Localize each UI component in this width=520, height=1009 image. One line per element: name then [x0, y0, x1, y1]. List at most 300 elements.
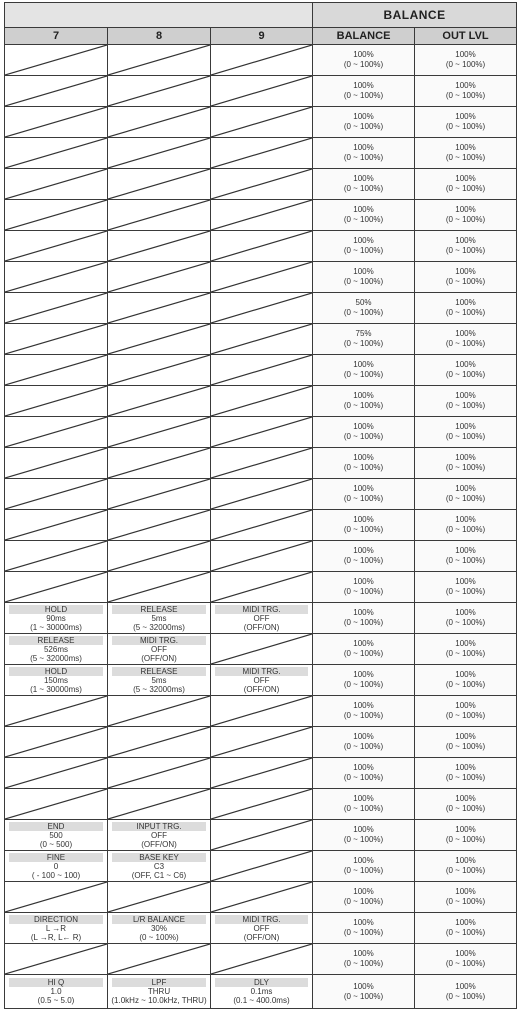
unused-cell-c7 — [5, 107, 108, 138]
unused-cell-c9 — [211, 510, 313, 541]
diagonal-slash — [5, 293, 107, 323]
diagonal-line — [5, 107, 107, 137]
range-text: (0 ~ 100%) — [445, 711, 486, 720]
unused-cell-c9 — [211, 76, 313, 107]
out-lvl-value-cell — [415, 169, 517, 200]
range-text: (0 ~ 100%) — [445, 556, 486, 565]
diagonal-slash — [5, 448, 107, 478]
diagonal-slash — [108, 200, 210, 230]
range-text: (0 ~ 100%) — [343, 928, 384, 937]
diagonal-line — [5, 789, 107, 819]
range-text: (0 ~ 100%) — [343, 959, 384, 968]
diagonal-slash — [211, 262, 312, 292]
range-text: (0 ~ 100%) — [343, 773, 384, 782]
param-name: RELEASE — [112, 605, 206, 614]
diagonal-slash — [108, 45, 210, 75]
param-cell-c8 — [108, 820, 211, 851]
range-text: (0 ~ 100%) — [343, 711, 384, 720]
unused-cell-c8 — [108, 882, 211, 913]
diagonal-slash — [211, 417, 312, 447]
param-range: (0 ~ 500) — [39, 839, 73, 849]
param-range: (1 ~ 30000ms) — [30, 622, 82, 632]
range-text: (0 ~ 100%) — [445, 184, 486, 193]
unused-cell-c9 — [211, 355, 313, 386]
unused-cell-c9 — [211, 541, 313, 572]
diagonal-slash — [211, 510, 312, 540]
range-text: (0 ~ 100%) — [343, 618, 384, 627]
out-lvl-value-cell — [415, 510, 517, 541]
balance-value-cell — [313, 572, 415, 603]
range-text: (0 ~ 100%) — [445, 308, 486, 317]
unused-cell-c8 — [108, 510, 211, 541]
balance-value-cell — [313, 107, 415, 138]
diagonal-line — [5, 417, 107, 447]
value-text: 100% — [455, 732, 476, 741]
value-text: 100% — [353, 112, 374, 121]
diagonal-slash — [211, 541, 312, 571]
param-cell-c7 — [5, 665, 108, 696]
balance-value-cell — [313, 200, 415, 231]
unused-cell-c9 — [211, 448, 313, 479]
unused-cell-c9 — [211, 324, 313, 355]
table-row — [5, 417, 517, 448]
diagonal-line — [5, 541, 107, 571]
param-range: ( - 100 ~ 100) — [31, 870, 81, 880]
balance-value-cell — [313, 882, 415, 913]
range-text: (0 ~ 100%) — [445, 742, 486, 751]
range-text: (0 ~ 100%) — [445, 804, 486, 813]
diagonal-slash — [211, 634, 312, 664]
diagonal-line — [5, 355, 107, 385]
param-range: (L →R, L← R) — [30, 932, 82, 942]
balance-value-cell — [313, 789, 415, 820]
balance-value-cell — [313, 851, 415, 882]
param-value: 0 — [53, 861, 59, 871]
diagonal-slash — [211, 696, 312, 726]
unused-cell-c8 — [108, 231, 211, 262]
unused-cell-c9 — [211, 169, 313, 200]
param-value: C3 — [153, 861, 165, 871]
unused-cell-c7 — [5, 324, 108, 355]
diagonal-line — [211, 789, 312, 819]
range-text: (0 ~ 100%) — [445, 928, 486, 937]
unused-cell-c7 — [5, 169, 108, 200]
unused-cell-c7 — [5, 293, 108, 324]
out-lvl-value-cell — [415, 696, 517, 727]
range-text: (0 ~ 100%) — [445, 649, 486, 658]
param-value: OFF — [151, 830, 167, 840]
diagonal-slash — [211, 200, 312, 230]
table-row — [5, 944, 517, 975]
value-text: 100% — [455, 949, 476, 958]
diagonal-slash — [108, 541, 210, 571]
out-lvl-value-cell — [415, 479, 517, 510]
balance-value-cell — [313, 944, 415, 975]
unused-cell-c8 — [108, 386, 211, 417]
table-row — [5, 727, 517, 758]
param-cell-c7 — [5, 603, 108, 634]
table-row — [5, 665, 517, 696]
unused-cell-c9 — [211, 758, 313, 789]
param-name: HI Q — [9, 978, 103, 987]
diagonal-line — [108, 231, 210, 261]
range-text: (0 ~ 100%) — [343, 308, 384, 317]
balance-value-cell — [313, 665, 415, 696]
unused-cell-c9 — [211, 634, 313, 665]
param-range: (5 ~ 32000ms) — [133, 622, 185, 632]
unused-cell-c8 — [108, 448, 211, 479]
unused-cell-c9 — [211, 479, 313, 510]
diagonal-line — [5, 324, 107, 354]
diagonal-line — [108, 479, 210, 509]
value-text: 50% — [355, 298, 372, 307]
diagonal-line — [108, 758, 210, 788]
diagonal-line — [211, 820, 312, 850]
value-text: 100% — [455, 360, 476, 369]
balance-value-cell — [313, 820, 415, 851]
diagonal-slash — [108, 696, 210, 726]
range-text: (0 ~ 100%) — [343, 153, 384, 162]
unused-cell-c7 — [5, 727, 108, 758]
range-text: (0 ~ 100%) — [445, 525, 486, 534]
diagonal-slash — [5, 572, 107, 602]
diagonal-line — [211, 851, 312, 881]
range-text: (0 ~ 100%) — [445, 277, 486, 286]
unused-cell-c9 — [211, 138, 313, 169]
diagonal-slash — [211, 169, 312, 199]
diagonal-line — [108, 789, 210, 819]
unused-cell-c7 — [5, 572, 108, 603]
value-text: 100% — [455, 205, 476, 214]
balance-value-cell — [313, 727, 415, 758]
unused-cell-c8 — [108, 324, 211, 355]
out-lvl-value-cell — [415, 603, 517, 634]
diagonal-line — [5, 882, 107, 912]
unused-cell-c9 — [211, 417, 313, 448]
value-text: 100% — [455, 174, 476, 183]
diagonal-slash — [108, 324, 210, 354]
param-value: 5ms — [151, 613, 167, 623]
diagonal-line — [211, 138, 312, 168]
param-value: OFF — [253, 675, 270, 685]
diagonal-slash — [211, 293, 312, 323]
diagonal-line — [5, 510, 107, 540]
param-value: 1.0 — [50, 987, 62, 996]
range-text: (0 ~ 100%) — [343, 804, 384, 813]
param-range: (OFF/ON) — [141, 653, 177, 663]
diagonal-line — [211, 45, 312, 75]
out-lvl-value-cell — [415, 262, 517, 293]
range-text: (0 ~ 100%) — [343, 835, 384, 844]
diagonal-slash — [5, 355, 107, 385]
unused-cell-c7 — [5, 789, 108, 820]
table-row — [5, 479, 517, 510]
param-cell-c8 — [108, 913, 211, 944]
value-text: 100% — [455, 577, 476, 586]
diagonal-line — [5, 231, 107, 261]
unused-cell-c9 — [211, 727, 313, 758]
column-header-balance: BALANCE — [313, 28, 415, 45]
diagonal-slash — [5, 541, 107, 571]
range-text: (0 ~ 100%) — [343, 742, 384, 751]
range-text: (0 ~ 100%) — [445, 60, 486, 69]
table-row — [5, 851, 517, 882]
column-header-7: 7 — [5, 28, 108, 45]
value-text: 100% — [455, 236, 476, 245]
diagonal-line — [108, 572, 210, 602]
unused-cell-c8 — [108, 200, 211, 231]
diagonal-slash — [211, 386, 312, 416]
table-row — [5, 138, 517, 169]
out-lvl-value-cell — [415, 944, 517, 975]
diagonal-line — [5, 386, 107, 416]
param-value: 500 — [49, 830, 63, 840]
table-row — [5, 355, 517, 386]
out-lvl-value-cell — [415, 448, 517, 479]
param-range: (OFF/ON) — [243, 684, 280, 694]
diagonal-line — [5, 448, 107, 478]
diagonal-line — [211, 634, 312, 664]
balance-value-cell — [313, 138, 415, 169]
param-name: END — [9, 822, 103, 831]
balance-group-title: BALANCE — [313, 3, 517, 28]
unused-cell-c8 — [108, 76, 211, 107]
value-text: 100% — [353, 360, 374, 369]
value-text: 100% — [353, 732, 374, 741]
table-row — [5, 386, 517, 417]
value-text: 100% — [455, 515, 476, 524]
range-text: (0 ~ 100%) — [343, 277, 384, 286]
range-text: (0 ~ 100%) — [343, 897, 384, 906]
value-text: 100% — [455, 546, 476, 555]
table-row — [5, 510, 517, 541]
diagonal-slash — [5, 45, 107, 75]
diagonal-line — [211, 169, 312, 199]
diagonal-line — [211, 324, 312, 354]
balance-value-cell — [313, 603, 415, 634]
param-value: 5ms — [151, 675, 167, 685]
value-text: 100% — [455, 81, 476, 90]
range-text: (0 ~ 100%) — [343, 866, 384, 875]
value-text: 75% — [355, 329, 372, 338]
param-value: THRU — [147, 987, 171, 996]
out-lvl-value-cell — [415, 293, 517, 324]
range-text: (0 ~ 100%) — [343, 215, 384, 224]
diagonal-slash — [5, 417, 107, 447]
range-text: (0 ~ 100%) — [445, 897, 486, 906]
value-text: 100% — [353, 763, 374, 772]
value-text: 100% — [455, 422, 476, 431]
table-row — [5, 634, 517, 665]
param-cell-c7 — [5, 820, 108, 851]
table-row — [5, 882, 517, 913]
param-range: (0.1 ~ 400.0ms) — [233, 996, 290, 1005]
param-name: FINE — [9, 853, 103, 862]
value-text: 100% — [455, 329, 476, 338]
unused-cell-c8 — [108, 107, 211, 138]
diagonal-slash — [211, 138, 312, 168]
param-value: L →R — [45, 923, 67, 933]
table-row — [5, 231, 517, 262]
value-text: 100% — [455, 701, 476, 710]
table-row — [5, 45, 517, 76]
table-row — [5, 820, 517, 851]
value-text: 100% — [455, 298, 476, 307]
value-text: 100% — [353, 391, 374, 400]
balance-value-cell — [313, 975, 415, 1009]
param-value: OFF — [253, 923, 270, 933]
diagonal-line — [108, 417, 210, 447]
diagonal-line — [211, 448, 312, 478]
value-text: 100% — [455, 50, 476, 59]
range-text: (0 ~ 100%) — [445, 401, 486, 410]
param-value: OFF — [151, 644, 167, 654]
diagonal-slash — [211, 789, 312, 819]
diagonal-slash — [5, 696, 107, 726]
param-cell-c7 — [5, 634, 108, 665]
diagonal-line — [108, 541, 210, 571]
range-text: (0 ~ 100%) — [343, 587, 384, 596]
unused-cell-c8 — [108, 789, 211, 820]
out-lvl-value-cell — [415, 851, 517, 882]
unused-cell-c8 — [108, 262, 211, 293]
diagonal-slash — [108, 944, 210, 974]
diagonal-line — [211, 355, 312, 385]
unused-cell-c8 — [108, 169, 211, 200]
diagonal-slash — [5, 758, 107, 788]
diagonal-slash — [211, 45, 312, 75]
param-range: (1 ~ 30000ms) — [30, 684, 82, 694]
value-text: 100% — [353, 205, 374, 214]
unused-cell-c9 — [211, 45, 313, 76]
table-row — [5, 541, 517, 572]
unused-cell-c7 — [5, 386, 108, 417]
value-text: 100% — [455, 887, 476, 896]
unused-cell-c7 — [5, 417, 108, 448]
value-text: 100% — [353, 949, 374, 958]
table-row — [5, 603, 517, 634]
diagonal-slash — [108, 293, 210, 323]
column-header-out-lvl: OUT LVL — [415, 28, 517, 45]
range-text: (0 ~ 100%) — [445, 866, 486, 875]
diagonal-line — [5, 572, 107, 602]
out-lvl-value-cell — [415, 386, 517, 417]
diagonal-line — [108, 45, 210, 75]
value-text: 100% — [353, 484, 374, 493]
unused-cell-c8 — [108, 944, 211, 975]
param-cell-c9 — [211, 975, 313, 1009]
balance-value-cell — [313, 324, 415, 355]
unused-cell-c9 — [211, 572, 313, 603]
value-text: 100% — [353, 918, 374, 927]
value-text: 100% — [353, 981, 374, 991]
table-row — [5, 758, 517, 789]
out-lvl-value-cell — [415, 913, 517, 944]
param-value: 0.1ms — [250, 987, 273, 996]
diagonal-slash — [108, 262, 210, 292]
diagonal-slash — [108, 355, 210, 385]
out-lvl-value-cell — [415, 820, 517, 851]
diagonal-line — [211, 479, 312, 509]
diagonal-line — [211, 572, 312, 602]
param-range: (0.5 ~ 5.0) — [37, 996, 75, 1005]
value-text: 100% — [353, 825, 374, 834]
out-lvl-value-cell — [415, 975, 517, 1009]
balance-value-cell — [313, 262, 415, 293]
column-header-9: 9 — [211, 28, 313, 45]
param-name: HOLD — [9, 667, 103, 676]
unused-cell-c7 — [5, 944, 108, 975]
unused-cell-c8 — [108, 696, 211, 727]
value-text: 100% — [353, 515, 374, 524]
column-header-8: 8 — [108, 28, 211, 45]
range-text: (0 ~ 100%) — [445, 463, 486, 472]
param-name: MIDI TRG. — [112, 636, 206, 645]
range-text: (0 ~ 100%) — [343, 525, 384, 534]
diagonal-line — [108, 510, 210, 540]
out-lvl-value-cell — [415, 665, 517, 696]
diagonal-slash — [211, 851, 312, 881]
param-cell-c9 — [211, 665, 313, 696]
diagonal-slash — [5, 727, 107, 757]
range-text: (0 ~ 100%) — [343, 184, 384, 193]
range-text: (0 ~ 100%) — [445, 246, 486, 255]
unused-cell-c9 — [211, 231, 313, 262]
param-cell-c8 — [108, 665, 211, 696]
out-lvl-value-cell — [415, 634, 517, 665]
diagonal-line — [211, 293, 312, 323]
unused-cell-c7 — [5, 231, 108, 262]
unused-cell-c8 — [108, 293, 211, 324]
unused-cell-c9 — [211, 944, 313, 975]
param-name: RELEASE — [9, 636, 103, 645]
balance-value-cell — [313, 913, 415, 944]
value-text: 100% — [455, 484, 476, 493]
table-row — [5, 975, 517, 1009]
balance-value-cell — [313, 479, 415, 510]
diagonal-slash — [5, 107, 107, 137]
diagonal-line — [108, 138, 210, 168]
diagonal-slash — [211, 820, 312, 850]
diagonal-line — [108, 293, 210, 323]
diagonal-line — [211, 696, 312, 726]
param-name: BASE KEY — [112, 853, 206, 862]
table-row — [5, 262, 517, 293]
param-name: DLY — [215, 978, 308, 987]
diagonal-slash — [5, 789, 107, 819]
param-value: 526ms — [43, 644, 68, 654]
diagonal-slash — [108, 76, 210, 106]
out-lvl-value-cell — [415, 355, 517, 386]
unused-cell-c8 — [108, 45, 211, 76]
range-text: (0 ~ 100%) — [445, 91, 486, 100]
diagonal-line — [5, 293, 107, 323]
unused-cell-c8 — [108, 572, 211, 603]
range-text: (0 ~ 100%) — [343, 463, 384, 472]
unused-cell-c8 — [108, 479, 211, 510]
diagonal-line — [108, 107, 210, 137]
param-range: (OFF/ON) — [243, 932, 280, 942]
diagonal-slash — [108, 882, 210, 912]
range-text: (0 ~ 100%) — [343, 60, 384, 69]
value-text: 100% — [353, 143, 374, 152]
diagonal-slash — [211, 758, 312, 788]
param-cell-c8 — [108, 851, 211, 882]
diagonal-slash — [211, 944, 312, 974]
diagonal-slash — [211, 727, 312, 757]
value-text: 100% — [353, 794, 374, 803]
balance-value-cell — [313, 510, 415, 541]
